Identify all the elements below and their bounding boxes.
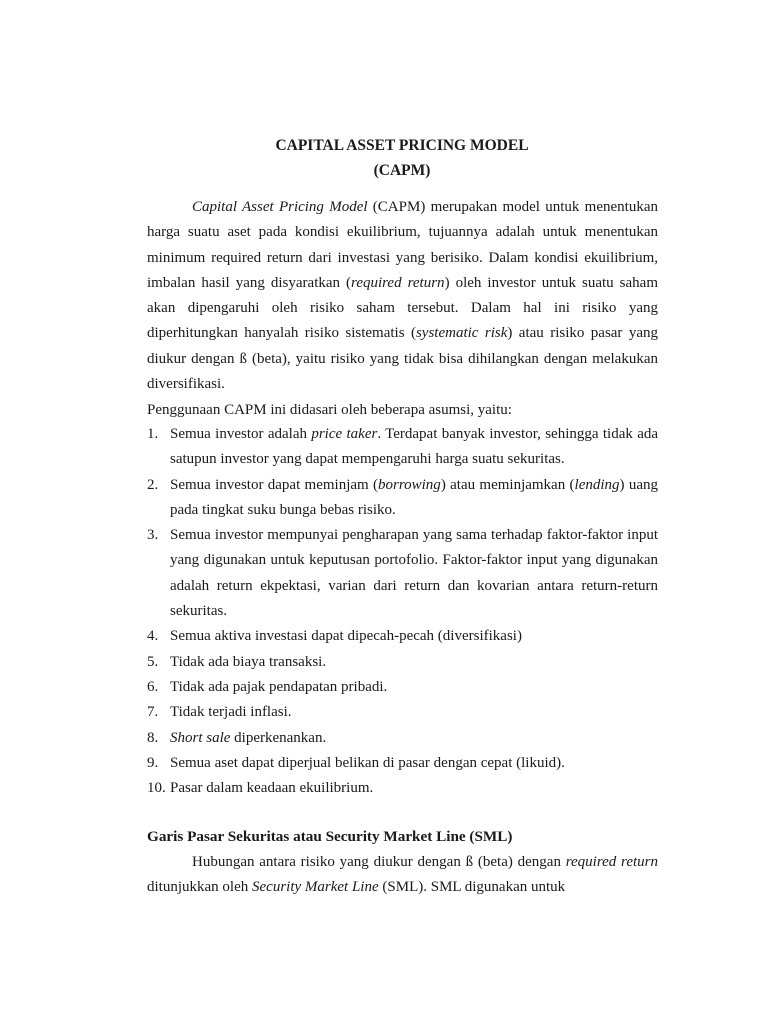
- italic-term: lending: [574, 476, 620, 493]
- text-run: Tidak ada biaya transaksi.: [170, 653, 327, 670]
- assumption-item: [147, 776, 658, 801]
- assumption-item: [147, 700, 658, 725]
- assumption-item: [147, 650, 658, 675]
- assumption-text: [170, 730, 326, 746]
- assumption-item: [147, 751, 658, 776]
- assumptions-list: [147, 422, 658, 801]
- text-run: ) atau meminjamkan (: [440, 476, 575, 493]
- text-run: Semua aktiva investasi dapat dipecah-pecah (diversifikasi): [170, 628, 522, 645]
- assumption-item: [147, 422, 658, 473]
- text-run: Pasar dalam keadaan ekuilibrium.: [170, 780, 374, 797]
- assumption-text: [170, 527, 658, 619]
- text-run: Semua investor mempunyai pengharapan yang sama terhadap faktor-faktor input yang digunakan untuk keputusan portofolio. Faktor-faktor input yang digunakan adalah return ekpektasi, varian dari return dan kovarian antara return-return sekuritas.: [170, 527, 658, 620]
- assumption-text: [170, 477, 658, 518]
- assumption-text: [170, 679, 387, 695]
- assumption-text: [170, 654, 326, 670]
- text-run: Tidak ada pajak pendapatan pribadi.: [170, 678, 388, 695]
- assumption-text: [170, 426, 658, 467]
- list-number: 6.: [147, 678, 159, 695]
- text-run: (SML). SML digunakan untuk: [378, 879, 566, 896]
- list-number: 10.: [147, 780, 166, 797]
- text-run: ditunjukkan oleh: [147, 879, 252, 896]
- italic-term: Security Market Line: [252, 879, 379, 896]
- text-run: ) oleh investor untuk suatu saham akan dipengaruhi oleh risiko saham tersebut. Dalam hal ini risiko yang diperhitungkan hanyalah risiko sistematis (: [147, 274, 658, 342]
- text-run: ) uang pada tingkat suku bunga bebas risiko.: [170, 476, 658, 518]
- list-number: 1.: [147, 426, 159, 442]
- assumption-item: [147, 624, 658, 649]
- list-number: 4.: [147, 628, 159, 645]
- text-run: (CAPM) merupakan model untuk menentukan harga suatu aset pada kondisi ekuilibrium, tujuannya adalah untuk menentukan minimum required return dari investasi yang berisiko. Dalam kondisi ekuilibrium, imbalan hasil yang disyaratkan (: [147, 199, 658, 291]
- text-run: diperkenankan.: [230, 729, 327, 746]
- list-number: 5.: [147, 653, 159, 670]
- list-number: 9.: [147, 754, 159, 771]
- sml-paragraph: [147, 850, 658, 901]
- text-run: Hubungan antara risiko yang diukur dengan ß (beta) dengan: [192, 854, 566, 870]
- list-number: 7.: [147, 704, 159, 721]
- assumption-text: [170, 780, 373, 796]
- text-run: Semua investor dapat meminjam (: [170, 476, 379, 493]
- document-subtitle: (CAPM): [373, 162, 431, 179]
- list-number: 3.: [147, 527, 159, 544]
- italic-term: Capital Asset Pricing Model: [192, 199, 368, 215]
- text-run: Semua investor adalah: [170, 426, 312, 442]
- capm-definition-paragraph: [147, 195, 658, 397]
- assumption-text: [170, 704, 292, 720]
- assumption-item: [147, 523, 658, 624]
- text-run: . Terdapat banyak investor, sehingga tidak ada satupun investor yang dapat mempengaruhi harga suatu sekuritas.: [170, 426, 659, 468]
- list-number: 2.: [147, 476, 159, 493]
- assumptions-intro: Penggunaan CAPM ini didasari oleh beberapa asumsi, yaitu:: [147, 402, 512, 418]
- list-number: 8.: [147, 729, 159, 746]
- assumption-text: [170, 628, 522, 644]
- text-run: ) atau risiko pasar yang diukur dengan ß (beta), yaitu risiko yang tidak bisa dihilangkan dengan melakukan diversifikasi.: [147, 325, 659, 393]
- document-title: CAPITAL ASSET PRICING MODEL: [275, 137, 529, 154]
- italic-term: price taker: [311, 426, 378, 442]
- italic-term: required return: [351, 274, 445, 291]
- assumption-item: [147, 473, 658, 524]
- text-run: Tidak terjadi inflasi.: [170, 704, 292, 721]
- assumption-item: [147, 726, 658, 751]
- assumption-text: [170, 755, 565, 771]
- italic-term: Short sale: [170, 729, 231, 746]
- italic-term: borrowing: [378, 476, 441, 493]
- text-run: Semua aset dapat diperjual belikan di pasar dengan cepat (likuid).: [170, 754, 565, 771]
- italic-term: systematic risk: [415, 325, 508, 342]
- assumption-item: [147, 675, 658, 700]
- sml-section-heading: Garis Pasar Sekuritas atau Security Market Line (SML): [147, 828, 513, 845]
- italic-term: required return: [565, 854, 659, 870]
